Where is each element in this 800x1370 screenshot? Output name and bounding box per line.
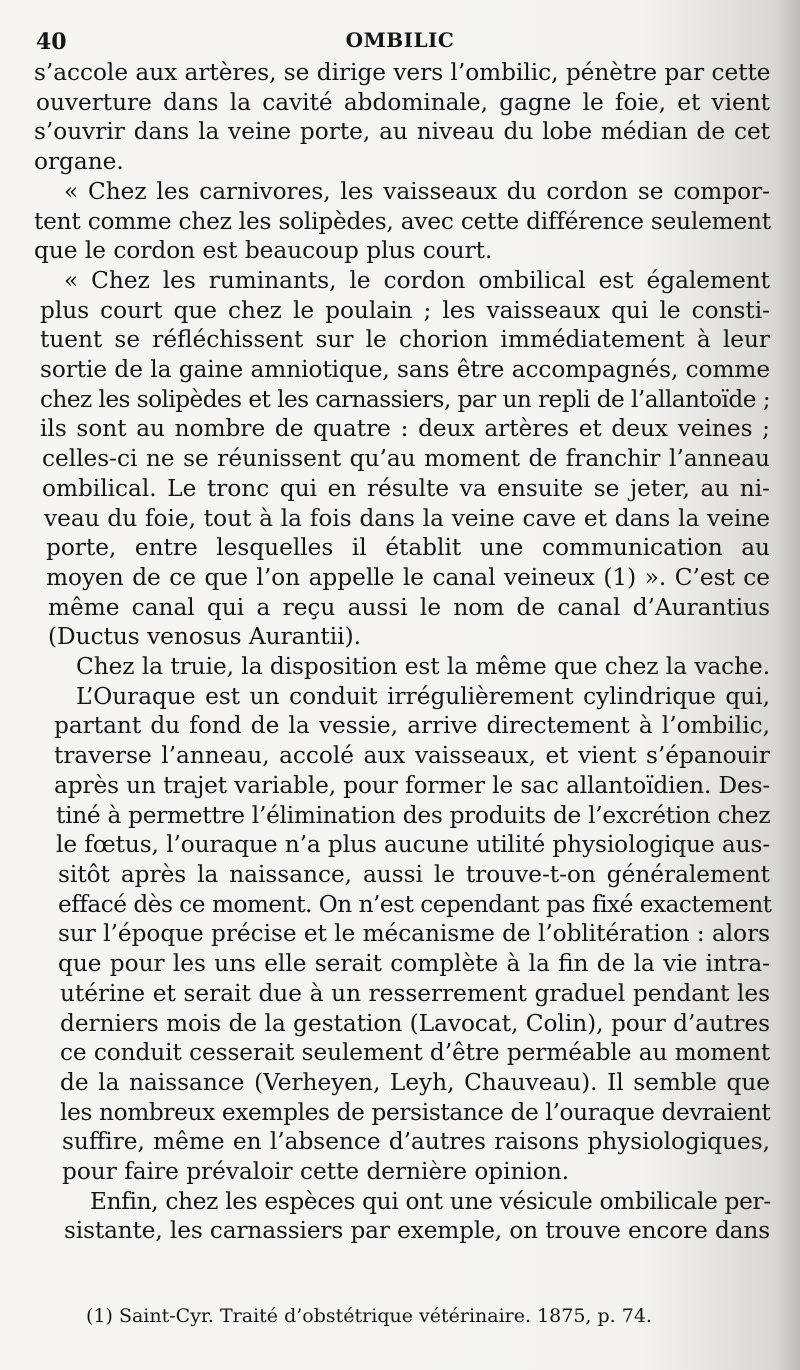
- text-line: veau du foie, tout à la fois dans la veine cave et dans la veine: [44, 504, 770, 532]
- text-line: tent comme chez les solipèdes, avec cette différence seulement: [34, 207, 771, 235]
- text-line: utérine et serait due à un resserrement graduel pendant les: [60, 979, 770, 1007]
- text-line: porte, entre lesquelles il établit une communication au: [46, 534, 770, 562]
- text-line: organe.: [34, 148, 124, 176]
- text-line: que pour les uns elle serait complète à la fin de la vie intra-: [58, 950, 770, 978]
- text-line: sistante, les carnassiers par exemple, on trouve encore dans: [64, 1217, 770, 1245]
- text-line: tuent se réfléchissent sur le chorion immédiatement à leur: [40, 326, 770, 354]
- text-line: ouverture dans la cavité abdominale, gagne le foie, et vient: [36, 88, 770, 116]
- text-line: derniers mois de la gestation (Lavocat, Colin), pour d’autres: [60, 1009, 770, 1037]
- text-line: que le cordon est beaucoup plus court.: [34, 237, 493, 265]
- text-line: « Chez les ruminants, le cordon ombilical est également: [64, 266, 770, 294]
- text-line: plus court que chez le poulain ; les vaisseaux qui le consti-: [40, 296, 770, 324]
- text-line: moyen de ce que l’on appelle le canal veineux (1) ». C’est ce: [46, 563, 770, 591]
- text-line: après un trajet variable, pour former le sac allantoïdien. Des-: [54, 771, 771, 799]
- text-line: s’accole aux artères, se dirige vers l’ombilic, pénètre par cette: [34, 59, 771, 86]
- text-line: sur l’époque précise et le mécanisme de l’oblitération : alors: [58, 920, 770, 948]
- text-line: le fœtus, l’ouraque n’a plus aucune utilité physiologique aus-: [56, 831, 771, 859]
- footnote: (1) Saint-Cyr. Traité d’obstétrique vétérinaire. 1875, p. 74.: [86, 1305, 652, 1327]
- text-line: s’ouvrir dans la veine porte, au niveau du lobe médian de cet: [34, 118, 770, 146]
- text-line: « Chez les carnivores, les vaisseaux du cordon se compor-: [64, 177, 770, 205]
- text-line: tiné à permettre l’élimination des produits de l’excrétion chez: [56, 801, 771, 829]
- text-line: L’Ouraque est un conduit irrégulièrement cylindrique qui,: [76, 682, 770, 710]
- text-line: celles-ci ne se réunissent qu’au moment de franchir l’anneau: [42, 445, 770, 473]
- text-line: sitôt après la naissance, aussi le trouve-t-on généralement: [58, 860, 770, 888]
- text-line: traverse l’anneau, accolé aux vaisseaux, et vient s’épanouir: [54, 742, 770, 770]
- text-line: Enfin, chez les espèces qui ont une vésicule ombilicale per-: [90, 1187, 771, 1215]
- text-line: partant du fond de la vessie, arrive directement à l’ombilic,: [54, 712, 770, 740]
- text-line: suffire, même en l’absence d’autres raisons physiologiques,: [62, 1128, 770, 1156]
- text-line: même canal qui a reçu aussi le nom de canal d’Aurantius: [48, 593, 770, 621]
- body-text: [34, 58, 770, 1246]
- text-line: effacé dès ce moment. On n’est cependant pas fixé exactement: [58, 890, 772, 918]
- page-number: 40: [36, 29, 67, 55]
- text-line: ce conduit cesserait seulement d’être perméable au moment: [60, 1039, 771, 1067]
- running-title: OMBILIC: [345, 28, 455, 52]
- text-line: pour faire prévaloir cette dernière opinion.: [62, 1158, 570, 1186]
- text-line: sortie de la gaine amniotique, sans être accompagnés, comme: [40, 356, 770, 384]
- text-line: les nombreux exemples de persistance de l’ouraque devraient: [60, 1098, 771, 1126]
- text-line: ombilical. Le tronc qui en résulte va ensuite se jeter, au ni-: [42, 474, 770, 502]
- text-line: (Ductus venosus Aurantii).: [48, 623, 361, 651]
- text-line: ils sont au nombre de quatre : deux artères et deux veines ;: [40, 415, 770, 443]
- text-line: Chez la truie, la disposition est la même que chez la vache.: [76, 653, 771, 681]
- text-line: de la naissance (Verheyen, Leyh, Chauveau). Il semble que: [60, 1068, 770, 1096]
- text-line: chez les solipèdes et les carnassiers, par un repli de l’allantoïde ;: [40, 385, 770, 413]
